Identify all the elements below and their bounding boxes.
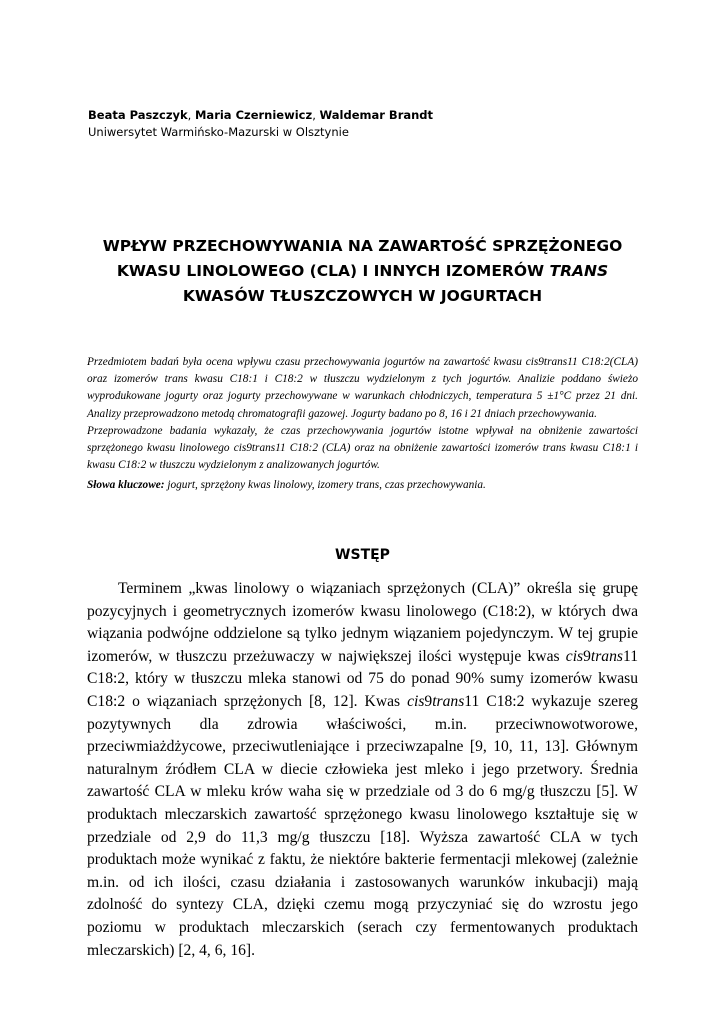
title-italic-word: TRANS (549, 262, 609, 280)
italic-run: cis (565, 647, 584, 665)
author-separator: , (312, 108, 320, 122)
text-run: Terminem „kwas linolowy o wiązaniach sprzężonych (CLA)” określa się grupę pozycyjnych i geometrycznych izomerów kwasu linolowego (C18:2), w których dwa wiązania podwójne oddzielone są tylko jednym wiązaniem pojedynczym. W tej grupie izomerów, w tłuszczu przeżuwaczy w największej ilości występuje kwas (87, 580, 638, 665)
italic-run: trans (590, 647, 623, 665)
author-name: Beata Paszczyk (88, 108, 188, 122)
paper-title (60, 234, 665, 309)
text-run: 9 (424, 692, 433, 710)
keywords-text: jogurt, sprzężony kwas linolowy, izomery trans, czas przechowywania. (164, 479, 486, 492)
text-run: 11 C18:2, który w tłuszczu mleka stanowi od 75 do ponad 90% sumy izomerów kwasu C18:2 o wiązaniach sprzężonych [8, 12]. Kwas (87, 647, 638, 710)
title-line: WPŁYW PRZECHOWYWANIA NA ZAWARTOŚĆ SPRZĘŻONEGO (102, 237, 623, 255)
body-paragraph (87, 578, 638, 962)
author-names (88, 107, 433, 124)
author-name: Maria Czerniewicz (194, 108, 313, 122)
affiliation: Uniwersytet Warmińsko-Mazurski w Olsztynie (88, 125, 349, 139)
abstract-paragraph: Przeprowadzone badania wykazały, że czas przechowywania jogurtów istotne wpływał na obniżenie zawartości sprzężonego kwasu linolowego cis9trans11 C18:2 (CLA) oraz na obniżenie zawartości izomerów trans kwasu C18:1 i kwasu C18:2 w tłuszczu wydzielonym z analizowanych jogurtów. (87, 424, 638, 472)
title-line: KWASÓW TŁUSZCZOWYCH W JOGURTACH (182, 287, 543, 305)
italic-run: trans (432, 692, 465, 710)
abstract (87, 354, 638, 495)
keywords (87, 477, 638, 494)
abstract-paragraph: Przedmiotem badań była ocena wpływu czasu przechowywania jogurtów na zawartość kwasu cis9trans11 C18:2(CLA) oraz izomerów trans kwasu C18:1 i C18:2 w tłuszczu wydzielonym z tych jogurtów. Analizie poddano świeżo wyprodukowane jogurty oraz jogurty przechowywane w warunkach chłodniczych, temperatura 5 ±1°C przez 21 dni. Analizy przeprowadzono metodą chromatografii gazowej. Jogurty badano po 8, 16 i 21 dniach przechowywania. (87, 356, 638, 420)
body-text (87, 578, 638, 962)
author-block (88, 107, 433, 141)
title-line (60, 259, 665, 284)
italic-run: cis (407, 692, 425, 710)
text-run: 11 C18:2 wykazuje szereg pozytywnych dla zdrowia właściwości, m.in. przeciwnowotworowe, przeciwmiażdżycowe, przeciwutleniające i przeciwzapalne [9, 10, 11, 13]. Głównym naturalnym źródłem CLA w diecie człowieka jest mleko i jego przetwory. Średnia zawartość CLA w mleku krów waha się w przedziale od 3 do 6 mg/g tłuszczu [5]. W produktach mleczarskich zawartość sprzężonego kwasu linolowego kształtuje się w przedziale od 2,9 do 11,3 mg/g tłuszczu [18]. Wyższa zawartość CLA w tych produktach może wynikać z faktu, że niektóre bakterie fermentacji mlekowej (zależnie m.in. od ich ilości, czasu działania i zastosowanych warunków inkubacji) mają zdolność do syntezy CLA, dzięki czemu mogą przyczyniać się do wzrostu jego poziomu w produktach mleczarskich (serach czy fermentowanych produktach mleczarskich) [2, 4, 6, 16]. (87, 692, 638, 959)
section-heading: WSTĘP (335, 547, 390, 563)
keywords-label: Słowa kluczowe: (87, 479, 165, 492)
author-name: Waldemar Brandt (319, 108, 434, 122)
text-run: 9 (583, 647, 591, 665)
title-text: KWASU LINOLOWEGO (CLA) I INNYCH IZOMERÓW (116, 262, 550, 280)
author-separator: , (187, 108, 195, 122)
